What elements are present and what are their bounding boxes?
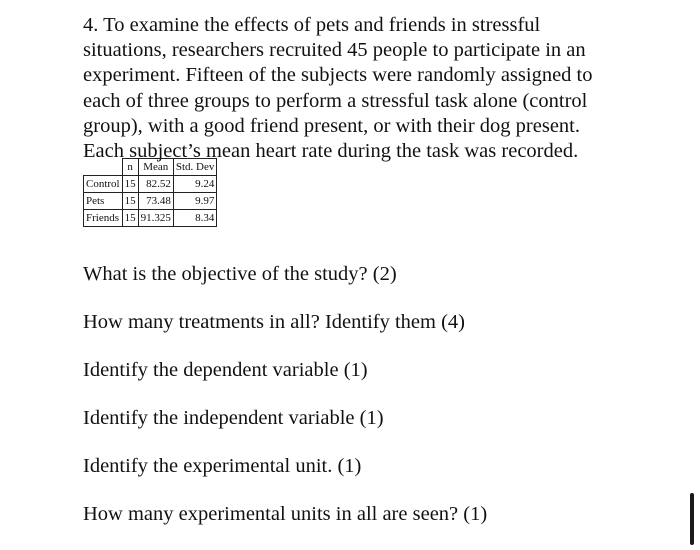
question-experimental-unit: Identify the experimental unit. (1) xyxy=(83,455,362,477)
group-std-dev: 9.24 xyxy=(173,176,217,193)
problem-line: Each subject’s mean heart rate during the task was recorded. xyxy=(83,140,579,163)
problem-line: situations, researchers recruited 45 people to participate in an xyxy=(83,39,586,62)
problem-line: 4. To examine the effects of pets and friends in stressful xyxy=(83,14,541,36)
group-label: Friends xyxy=(84,210,123,227)
header-n: n xyxy=(122,159,138,176)
question-objective: What is the objective of the study? (2) xyxy=(83,263,397,285)
problem-statement xyxy=(83,13,643,164)
group-label: Pets xyxy=(84,193,123,210)
scrollbar-thumb[interactable] xyxy=(690,493,694,545)
problem-line: each of three groups to perform a stressful task alone (control xyxy=(83,89,588,112)
table-row xyxy=(84,176,217,193)
table-header-row xyxy=(84,159,217,176)
question-unit-count: How many experimental units in all are seen? (1) xyxy=(83,503,488,525)
question-treatments: How many treatments in all? Identify them (4) xyxy=(83,311,465,333)
question-list xyxy=(83,262,643,550)
question-independent-variable: Identify the independent variable (1) xyxy=(83,407,384,429)
problem-line: group), with a good friend present, or with their dog present. xyxy=(83,114,581,137)
group-label: Control xyxy=(84,176,123,193)
group-std-dev: 8.34 xyxy=(173,210,217,227)
group-n: 15 xyxy=(122,210,138,227)
table-row xyxy=(84,193,217,210)
group-std-dev: 9.97 xyxy=(173,193,217,210)
header-std-dev: Std. Dev xyxy=(173,159,217,176)
group-n: 15 xyxy=(122,193,138,210)
header-mean: Mean xyxy=(138,159,173,176)
table-row xyxy=(84,210,217,227)
problem-line: experiment. Fifteen of the subjects were randomly assigned to xyxy=(83,64,593,87)
group-n: 15 xyxy=(122,176,138,193)
group-mean: 82.52 xyxy=(138,176,173,193)
group-mean: 73.48 xyxy=(138,193,173,210)
table-corner-cell xyxy=(84,159,123,176)
summary-statistics-table xyxy=(83,158,217,227)
group-mean: 91.325 xyxy=(138,210,173,227)
question-dependent-variable: Identify the dependent variable (1) xyxy=(83,359,368,381)
